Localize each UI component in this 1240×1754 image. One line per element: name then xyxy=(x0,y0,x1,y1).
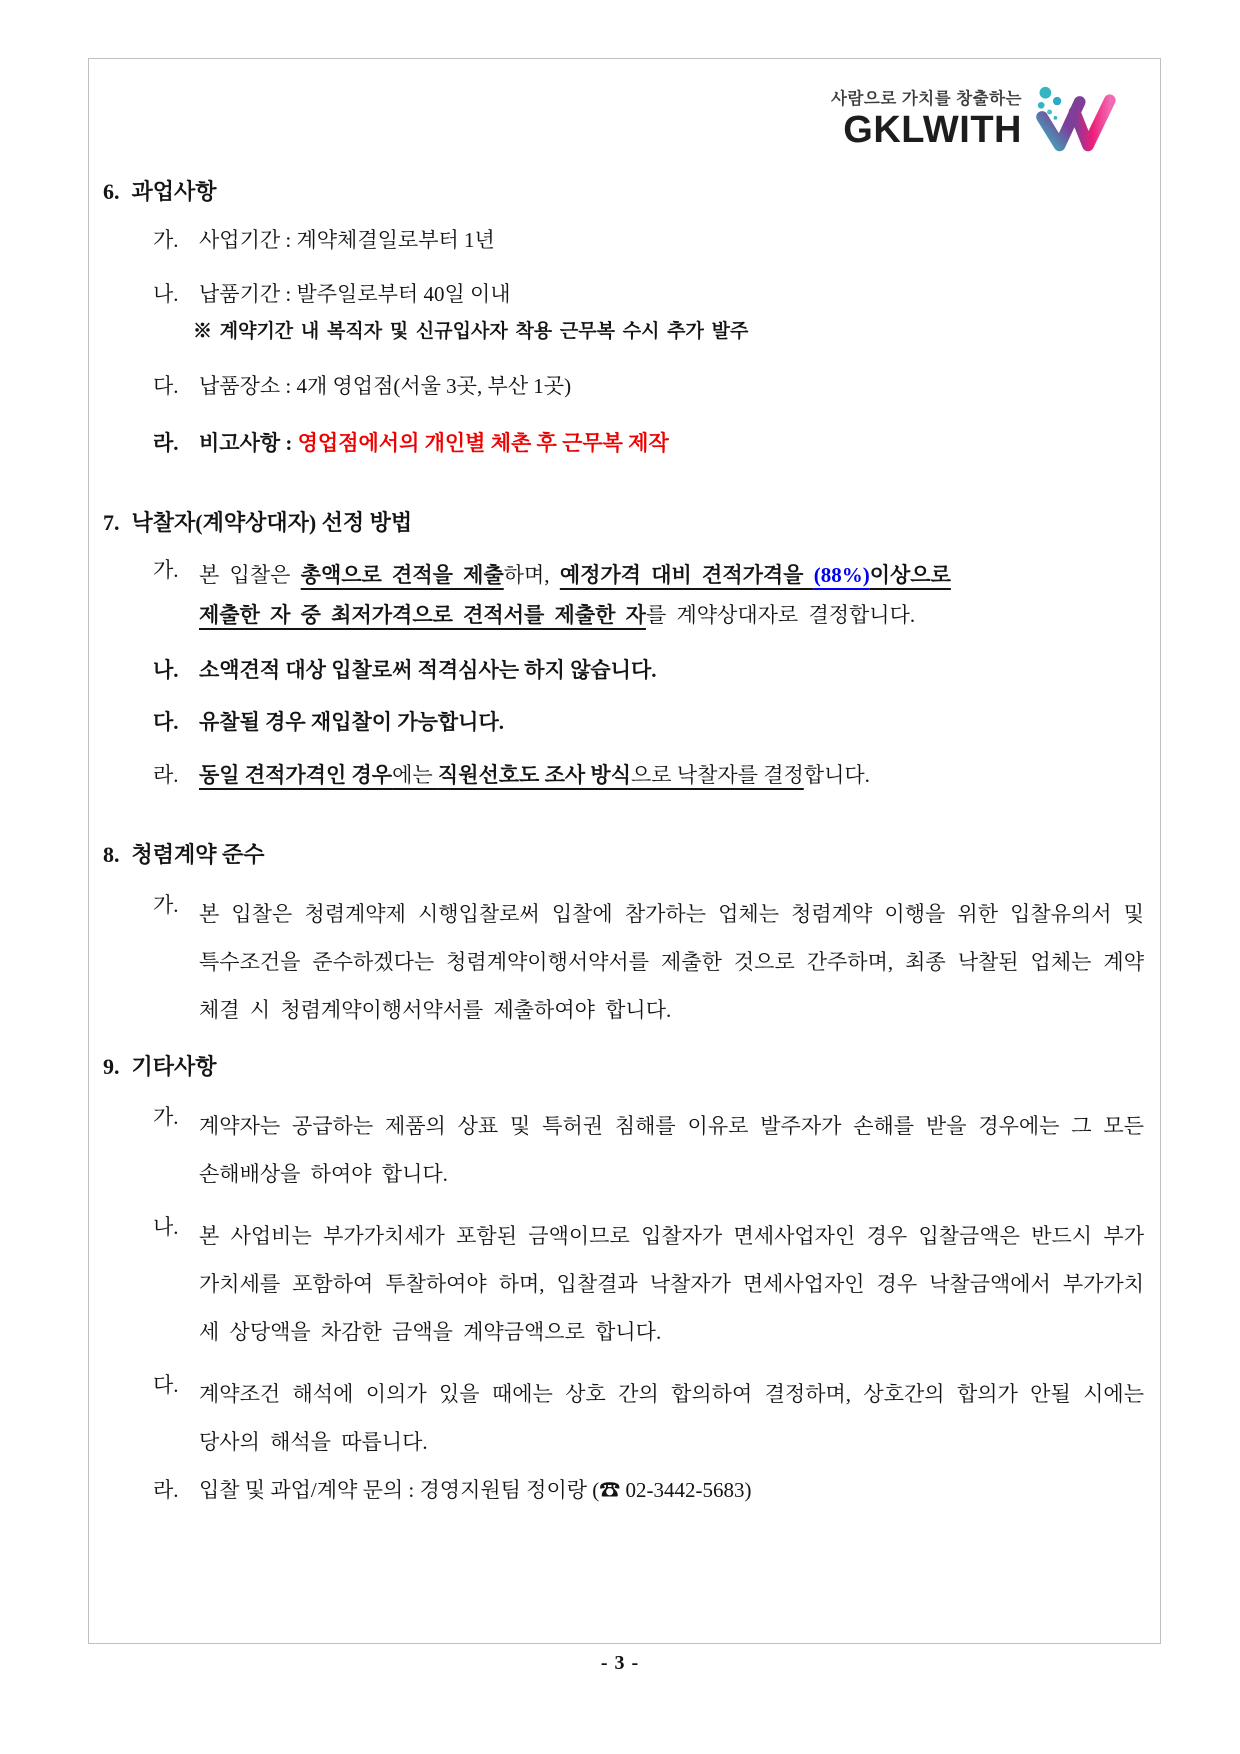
section-9-number: 9. xyxy=(103,1054,120,1079)
item-6b-note: ※ 계약기간 내 복직자 및 신규입사자 착용 근무복 수시 추가 발주 xyxy=(193,321,749,342)
section-7-number: 7. xyxy=(103,510,120,535)
item-9b-label: 나. xyxy=(153,1215,179,1239)
item-9c xyxy=(103,1370,1144,1466)
section-9-title xyxy=(103,1052,1144,1082)
document-body xyxy=(89,59,1160,1505)
text-run-bold-underline: 이상으로 xyxy=(869,563,951,587)
item-9b-text: 본 사업비는 부가가치세가 포함된 금액이므로 입찰자가 면세사업자인 경우 입찰금액은 반드시 부가가치세를 포함하여 투찰하여야 하며, 입찰결과 낙찰자가 면세사업자인 경우 낙찰금액에서 부가가치세 상당액을 차감한 금액을 계약금액으로 합니다. xyxy=(199,1224,1144,1344)
item-9a xyxy=(103,1102,1144,1198)
item-9b xyxy=(103,1212,1144,1356)
text-run: 를 계약상대자로 결정합니다. xyxy=(645,603,916,627)
logo-tagline: 사람으로 가치를 창출하는 xyxy=(831,90,1022,108)
item-8a-label: 가. xyxy=(153,893,179,917)
item-6b xyxy=(103,279,1144,309)
item-6d-text xyxy=(199,428,1144,458)
item-6d-label: 라. xyxy=(153,431,179,455)
item-6c xyxy=(103,371,1144,401)
item-7a xyxy=(103,555,1144,635)
item-6b-label: 나. xyxy=(153,282,179,306)
section-6-title xyxy=(103,177,1144,207)
text-run-bold-underline: 제출한 자 중 최저가격으로 견적서를 제출한 자 xyxy=(199,603,646,627)
item-6a-text: 사업기간 : 계약체결일로부터 1년 xyxy=(199,228,495,252)
item-7b-label: 나. xyxy=(153,658,179,682)
item-7a-label: 가. xyxy=(153,558,179,582)
item-7c-label: 다. xyxy=(153,710,179,734)
section-7-title xyxy=(103,508,1144,538)
section-6-number: 6. xyxy=(103,179,120,204)
text-run: 합니다. xyxy=(803,763,870,787)
item-9a-label: 가. xyxy=(153,1105,179,1129)
item-7d-label: 라. xyxy=(153,763,179,787)
item-7d-text xyxy=(199,760,1144,790)
item-7b xyxy=(103,655,1144,685)
text-run-bold-underline: 총액으로 견적을 제출 xyxy=(300,563,504,587)
item-9a-text: 계약자는 공급하는 제품의 상표 및 특허권 침해를 이유로 발주자가 손해를 받을 경우에는 그 모든 손해배상을 하여야 합니다. xyxy=(199,1114,1144,1186)
section-7-heading: 낙찰자(계약상대자) 선정 방법 xyxy=(131,510,413,535)
item-6d-remark-red: 영업점에서의 개인별 체촌 후 근무복 제작 xyxy=(297,431,669,455)
text-run: 하며, xyxy=(503,563,560,587)
page-border-frame xyxy=(88,58,1161,1644)
item-6a xyxy=(103,225,1144,255)
item-7a-text xyxy=(199,555,1144,635)
item-9d-text: 입찰 및 과업/계약 문의 : 경영지원팀 정이랑 (☎ 02-3442-5683) xyxy=(199,1478,752,1502)
item-9d xyxy=(103,1475,1144,1505)
item-8a xyxy=(103,890,1144,1034)
text-run-underline: 에는 xyxy=(392,763,438,787)
item-7d xyxy=(103,760,1144,790)
section-8-heading: 청렴계약 준수 xyxy=(131,842,265,867)
page-number: - 3 - xyxy=(600,1652,640,1674)
section-9-heading: 기타사항 xyxy=(131,1054,217,1079)
text-run-bold-underline: 예정가격 대비 견적가격을 xyxy=(559,563,814,587)
item-7c-text: 유찰될 경우 재입찰이 가능합니다. xyxy=(199,710,505,734)
item-8a-text: 본 입찰은 청렴계약제 시행입찰로써 입찰에 참가하는 업체는 청렴계약 이행을 위한 입찰유의서 및 특수조건을 준수하겠다는 청렴계약이행서약서를 제출한 것으로 간주하며, 최종 낙찰된 업체는 계약체결 시 청렴계약이행서약서를 제출하여야 합니다. xyxy=(199,902,1144,1022)
logo-brand-name: GKLWITH xyxy=(843,109,1022,151)
text-run-blue: (88%) xyxy=(813,563,870,587)
item-7c xyxy=(103,707,1144,737)
item-6b-text: 납품기간 : 발주일로부터 40일 이내 xyxy=(199,282,511,306)
item-9c-label: 다. xyxy=(153,1373,179,1397)
item-6a-label: 가. xyxy=(153,228,179,252)
item-9d-label: 라. xyxy=(153,1478,179,1502)
section-8-number: 8. xyxy=(103,842,120,867)
text-run: 본 입찰은 xyxy=(199,563,301,587)
text-run-underline: 으로 낙찰자를 결정 xyxy=(630,763,804,787)
item-7a-line1 xyxy=(199,555,1144,595)
item-7a-line2 xyxy=(199,595,1144,635)
item-6d xyxy=(103,428,1144,458)
text-run-bold-underline: 직원선호도 조사 방식 xyxy=(437,763,631,787)
section-6-heading: 과업사항 xyxy=(131,179,217,204)
section-8-title xyxy=(103,840,1144,870)
item-9c-text: 계약조건 해석에 이의가 있을 때에는 상호 간의 합의하여 결정하며, 상호간의 합의가 안될 시에는 당사의 해석을 따릅니다. xyxy=(199,1382,1144,1454)
item-6c-label: 다. xyxy=(153,374,179,398)
text-run-bold-underline: 동일 견적가격인 경우 xyxy=(199,763,393,787)
item-6c-text: 납품장소 : 4개 영업점(서울 3곳, 부산 1곳) xyxy=(199,374,572,398)
item-6d-caption: 비고사항 : xyxy=(199,431,298,455)
item-7b-text: 소액견적 대상 입찰로써 적격심사는 하지 않습니다. xyxy=(199,658,657,682)
